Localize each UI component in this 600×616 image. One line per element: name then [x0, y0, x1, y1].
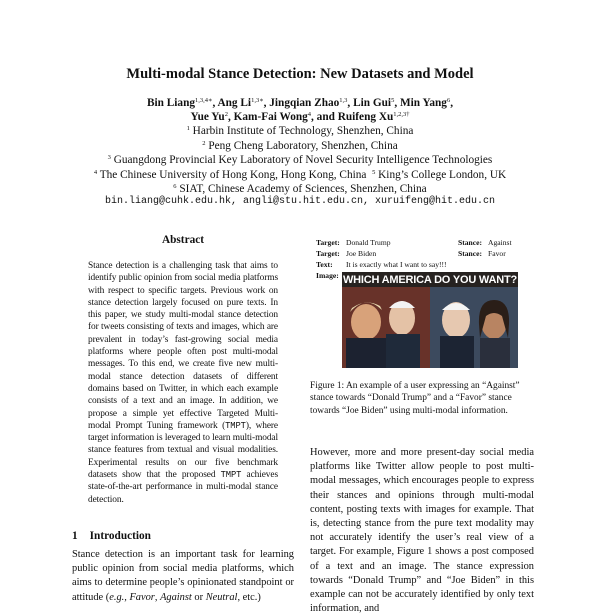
image-banner-text: WHICH AMERICA DO YOU WANT?	[342, 274, 518, 286]
author-name: Bin Liang	[146, 97, 196, 109]
tweet-text: It is exactly what I want to say!!!	[346, 260, 447, 269]
method-acronym: TMPT	[220, 470, 242, 481]
stance-value: Against	[488, 238, 512, 247]
author-name: Jingqian Zhao	[269, 97, 340, 109]
affiliation: $^1$ Harbin Institute of Technology, Shenzhen, China	[186, 125, 414, 137]
target-row: Target: Donald Trump Stance: Against	[316, 238, 512, 247]
paper-title: Multi-modal Stance Detection: New Datasets and Model	[126, 66, 474, 82]
section-heading-introduction	[72, 530, 151, 542]
author-affil-marks: 2	[224, 111, 228, 118]
author-name: Yue Yu	[190, 111, 225, 123]
affiliation: $^2$ Peng Cheng Laboratory, Shenzhen, China	[202, 139, 398, 152]
affiliation: $^3$ Guangdong Provincial Key Laboratory of Novel Security Intelligence Technologies	[107, 154, 493, 167]
author-name: Lin Gui	[353, 97, 392, 109]
tweet-image	[342, 272, 518, 368]
author-affil-marks: 1,2,3†	[393, 111, 410, 118]
author-affil-marks: 5	[391, 97, 395, 104]
body-paragraph: However, more and more present-day social media platforms like Twitter allow people to post multi-modal messages, which encourages people to express their stances and opinions through multi-modal content, posting texts with images for example. That is, detecting stance from the pure text modality may not accurately identify the user’s real view of a target. For example, Figure 1 shows a post composed of a text and an image. The stance expression towards “Donald Trump” and “Joe Biden” in this example can not be accurately identified by only text information, and	[310, 447, 534, 615]
text-row: Text: It is exactly what I want to say!!!	[316, 260, 447, 269]
author-name: Min Yang	[399, 97, 447, 109]
abstract-text: Stance detection is a challenging task that aims to identify public opinion from social media platforms with respect to specific targets. Previous work on stance detection largely focused on pure texts. In this paper, we study multi-modal stance detection for tweets consisting of texts and images, which are prevalent in today’s fast-growing social media platforms where people often post multi-modal messages. To this end, we create five new multi-modal stance detection datasets of different domains based on Twitter, in which each example consists of a text and an image. In addition, we propose a simple yet effective Targeted Multi-modal Prompt Tuning framework (TMPT), where target information is leveraged to learn multi-modal stance features from textual and visual modalities. Experimental results on our five benchmark datasets show that the proposed TMPT achieves state-of-the-art performance in multi-modal stance detection.	[88, 261, 278, 505]
author-affil-marks: 6	[446, 97, 451, 104]
author-emails: bin.liang@cuhk.edu.hk, angli@stu.hit.edu.cn, xuruifeng@hit.edu.cn	[104, 196, 496, 207]
author-name: Kam-Fai Wong	[233, 111, 308, 123]
author-name: Ang Li	[217, 97, 252, 109]
section-number: 1	[72, 530, 78, 542]
introduction-text: Stance detection is an important task for learning public opinion from social media platforms, which aims to determine people’s opinionated standpoint or attitude (e.g., Favor, Against or Neutral, etc.)	[72, 549, 294, 603]
tweet-image-illustration	[342, 272, 518, 368]
target-value: Joe Biden	[346, 249, 377, 258]
image-row: Image:	[316, 271, 339, 280]
section-title: Introduction	[89, 530, 151, 542]
stance-value: Favor	[488, 249, 506, 258]
affiliation-list	[0, 124, 600, 197]
author-affil-marks: 4	[307, 111, 312, 118]
author-affil-marks: 1,3,4∗	[195, 97, 213, 104]
affiliation: $^6$ SIAT, Chinese Academy of Sciences, Shenzhen, China	[173, 183, 427, 196]
abstract-heading: Abstract	[161, 234, 205, 246]
author-affil-marks: 1,3∗	[251, 97, 264, 104]
method-acronym: TMPT	[225, 420, 246, 431]
affiliation: $^4$ The Chinese University of Hong Kong, Hong Kong, China $^5$ King’s College London, UK	[93, 168, 507, 181]
author-affil-marks: 1,3	[339, 97, 348, 104]
author-list: Bin Liang$^{1,3,4∗}$, Ang $Li^{1,3∗}$, Jingqian Zhao$^{1,3}$, Lin Gui$^5$, Min Yang$^6$, Yue Yu$^2$, Kam-Fai Wong$^4$, and Ruifeng $Xu^{1,2,3\dagger}$	[146, 97, 454, 123]
target-row: Target: Joe Biden Stance: Favor	[316, 249, 506, 258]
figure-caption: Figure 1: An example of a user expressing an “Against” stance towards “Donald Trump” and a “Favor” stance towards “Joe Biden” using multi-modal information.	[310, 381, 520, 416]
author-name: Ruifeng Xu	[337, 111, 394, 123]
target-value: Donald Trump	[346, 238, 391, 247]
